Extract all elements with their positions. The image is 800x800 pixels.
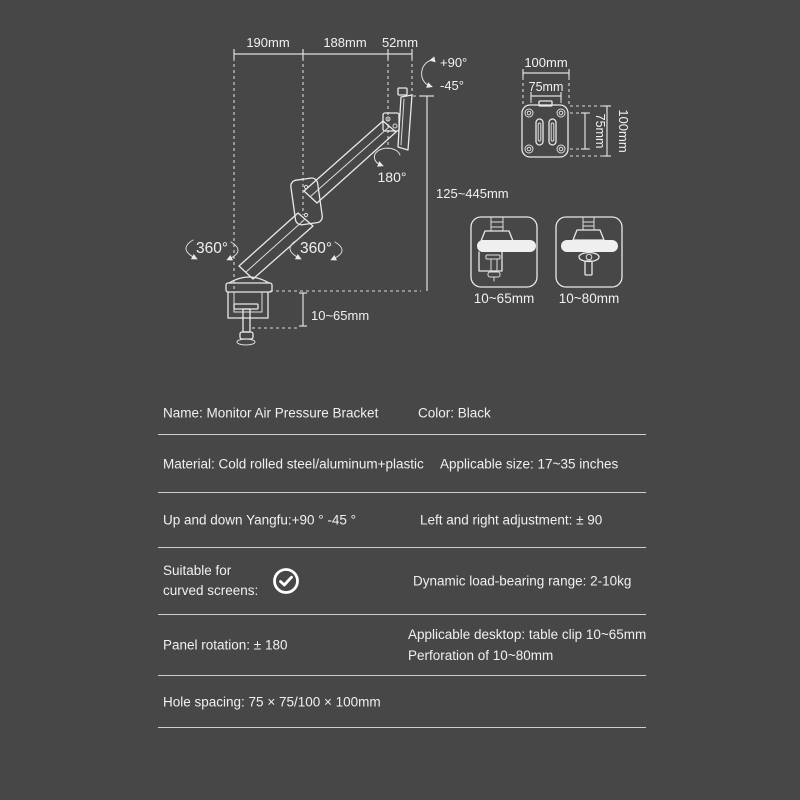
dim-label-190mm: 190mm [246, 35, 290, 50]
spec-color: Color: Black [418, 405, 491, 421]
height-range-dimension [413, 96, 509, 291]
spec-row-hole-spacing [158, 676, 646, 728]
mount-option-clamp [471, 217, 537, 306]
spec-hole-spacing: Hole spacing: 75 × 75/100 × 100mm [163, 694, 381, 709]
head-rotation-annotation [374, 148, 406, 185]
spec-swivel: Left and right adjustment: ± 90 [420, 512, 603, 528]
mount-label-grommet: 10~80mm [558, 291, 620, 306]
vesa-label-inner-height: 75mm [593, 113, 607, 149]
rotation-arc-icon [186, 240, 195, 258]
spec-applicable-size: Applicable size: 17~35 inches [440, 456, 619, 471]
spec-desktop-line2: Perforation of 10~80mm [408, 648, 554, 663]
rotation-arc-icon [374, 148, 400, 165]
dim-label-rotation-left: 360° [195, 240, 229, 257]
dim-label-52mm: 52mm [381, 35, 419, 50]
vesa-label-outer-width: 100mm [524, 55, 568, 70]
base-rotation-right [290, 240, 342, 259]
dim-label-tilt-down: -45° [440, 78, 464, 93]
dim-label-188mm: 188mm [323, 35, 367, 50]
dim-label-tilt-up: +90° [440, 55, 468, 70]
spec-material: Material: Cold rolled steel/aluminum+plastic [163, 456, 424, 471]
base-rotation-left [186, 240, 238, 259]
spec-curved-screens [163, 561, 300, 601]
vesa-label-outer-height: 100mm [616, 109, 631, 153]
check-circle-icon [272, 567, 300, 595]
spec-curved-line2: curved screens: [163, 583, 259, 598]
dim-label-height-range: 125~445mm [436, 186, 509, 201]
dim-label-rotation-right: 360° [299, 240, 333, 257]
tilt-annotation [422, 55, 468, 93]
clamp-range-dimension [252, 291, 421, 328]
mount-option-grommet [556, 217, 622, 306]
product-diagram [0, 0, 800, 390]
vesa-label-inner-width: 75mm [528, 80, 564, 94]
spec-curved-line1: Suitable for [163, 563, 232, 578]
spec-row-tilt-swivel [158, 493, 646, 548]
spec-tilt: Up and down Yangfu:+90 ° -45 ° [163, 512, 357, 528]
spec-desktop-line1: Applicable desktop: table clip 10~65mm [408, 627, 647, 642]
spec-panel-rotation: Panel rotation: ± 180 [163, 637, 288, 653]
dim-label-clamp-range: 10~65mm [311, 308, 370, 323]
monitor-arm-drawing [226, 88, 412, 345]
spec-row-rotation-desktop [158, 615, 646, 676]
spec-row-curved-load [158, 548, 646, 615]
spec-applicable-desktop [408, 624, 646, 666]
mount-label-clamp: 10~65mm [473, 291, 535, 306]
dim-label-head-rotation: 180° [377, 169, 407, 185]
rotation-arc-icon [333, 242, 342, 259]
spec-name: Name: Monitor Air Pressure Bracket [163, 405, 379, 421]
spec-load-range: Dynamic load-bearing range: 2-10kg [413, 573, 632, 589]
spec-row-name-color [158, 392, 646, 435]
vesa-plate-diagram [522, 55, 631, 157]
tilt-arc-icon [422, 60, 432, 86]
spec-row-material-size [158, 435, 646, 493]
